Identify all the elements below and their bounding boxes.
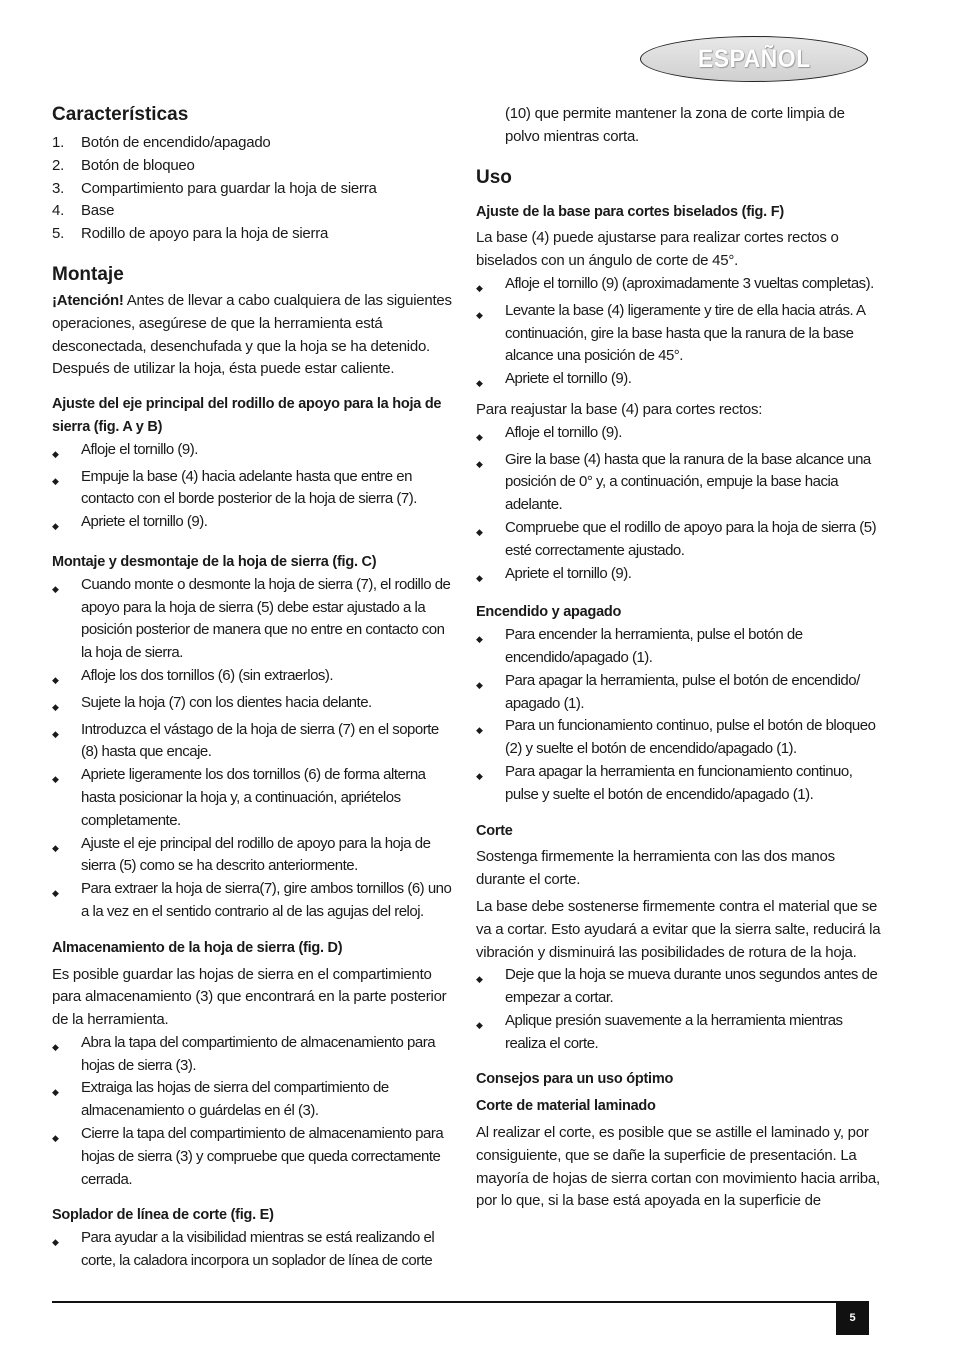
blower-continued: (10) que permite mantener la zona de corte limpia de polvo mientras corta. <box>505 105 845 145</box>
list-item: ◆ Para encender la herramienta, pulse el botón de encendido/apagado (1). <box>476 626 803 666</box>
list-item: ◆ Para apagar la herramienta, pulse el botón de encendido/ apagado (1). <box>476 671 860 712</box>
blade-heading: Montaje y desmontaje de la hoja de sierra (fig. C) <box>52 553 377 570</box>
list-item: ◆ Para apagar la herramienta en funcionamiento continuo, pulse y suelte el botón de encendido/apagado (1). <box>476 762 853 803</box>
list-item: ◆ Sujete la hoja (7) con los dientes hacia delante. <box>52 693 372 712</box>
blade-list <box>52 574 452 924</box>
bevel-paragraph: La base (4) puede ajustarse para realizar cortes rectos o biselados con un ángulo de corte de 45°. <box>476 229 839 270</box>
assembly-heading: Montaje <box>52 263 124 285</box>
cut-paragraph-1: Sostenga firmemente la herramienta con las dos manos durante el corte. <box>476 848 835 889</box>
list-item: 3. Compartimiento para guardar la hoja de sierra <box>52 179 377 197</box>
list-item: ◆ Afloje el tornillo (9) (aproximadamente 3 vueltas completas). <box>476 274 874 293</box>
list-item: ◆ Empuje la base (4) hacia adelante hasta que entre en contacto con el borde posterior de la hoja de sierra (7). <box>52 467 417 508</box>
features-list <box>52 132 452 246</box>
list-item: ◆ Apriete el tornillo (9). <box>52 513 208 532</box>
list-item: ◆ Extraiga las hojas de sierra del compartimiento de almacenamiento o guárdelas en él (3). <box>52 1079 389 1120</box>
list-item: ◆ Levante la base (4) ligeramente y tire de ella hacia atrás. A continuación, gire la base hasta que la ranura de la base alcance una posición de 45°. <box>476 301 865 365</box>
onoff-heading: Encendido y apagado <box>476 604 622 621</box>
laminate-heading: Corte de material laminado <box>476 1098 656 1115</box>
storage-list <box>52 1032 452 1192</box>
list-item: ◆ Apriete ligeramente los dos tornillos (6) de forma alterna hasta posicionar la hoja y, a continuación, apriételos completamente. <box>52 766 426 829</box>
roller-heading: Ajuste del eje principal del rodillo de apoyo para la hoja de sierra (fig. A y B) <box>52 396 442 435</box>
left-column <box>52 100 452 1273</box>
list-item: ◆ Afloje los dos tornillos (6) (sin extraerlos). <box>52 666 334 685</box>
warning-text: Antes de llevar a cabo cualquiera de las siguientes operaciones, asegúrese de que la herramienta está desconectada, desenchufada y que la hoja se ha detenido. Después de utilizar la hoja, ésta puede estar caliente. <box>52 291 452 378</box>
list-item: ◆ Ajuste el eje principal del rodillo de apoyo para la hoja de sierra (5) como se ha descrito anteriormente. <box>52 834 431 875</box>
warning-paragraph <box>52 290 452 381</box>
list-item: ◆ Afloje el tornillo (9). <box>52 440 198 459</box>
storage-heading: Almacenamiento de la hoja de sierra (fig. D) <box>52 939 343 956</box>
list-item: 1. Botón de encendido/apagado <box>52 134 271 151</box>
language-badge-label: ESPAÑOL <box>697 44 811 73</box>
list-item: 2. Botón de bloqueo <box>52 156 195 174</box>
list-item: ◆ Introduzca el vástago de la hoja de sierra (7) en el soporte (8) hasta que encaje. <box>52 720 439 761</box>
cut-paragraph-2: La base debe sostenerse firmemente contra el material que se va a cortar. Esto ayudará a evitar que la sierra salte, reducirá la vibración y disminuirá las posibilidades de rotura de la hoja. <box>476 897 881 961</box>
list-item: ◆ Gire la base (4) hasta que la ranura de la base alcance una posición de 0° y, a continuación, empuje la base hacia adelante. <box>476 450 871 514</box>
list-item: ◆ Abra la tapa del compartimiento de almacenamiento para hojas de sierra (3). <box>52 1033 436 1074</box>
cut-heading: Corte <box>476 822 513 839</box>
blower-heading: Soplador de línea de corte (fig. E) <box>52 1207 274 1224</box>
straight-list <box>476 422 881 590</box>
list-item: ◆ Para extraer la hoja de sierra(7), gire ambos tornillos (6) uno a la vez en el sentido contrario al de las agujas del reloj. <box>52 880 452 920</box>
list-item: 4. Base <box>52 202 115 220</box>
list-item: ◆ Apriete el tornillo (9). <box>476 370 632 389</box>
list-item: ◆ Cuando monte o desmonte la hoja de sierra (7), el rodillo de apoyo para la hoja de sierra (5) debe estar ajustado a la posición posterior de manera que no entre en contacto con la hoja de sierra. <box>52 575 451 662</box>
list-item: ◆ Aplique presión suavemente a la herramienta mientras realiza el corte. <box>476 1011 843 1052</box>
features-heading: Características <box>52 104 189 125</box>
bevel-heading: Ajuste de la base para cortes biselados (fig. F) <box>476 203 784 220</box>
onoff-list <box>476 624 881 806</box>
cut-list <box>476 964 881 1055</box>
list-item: ◆ Para ayudar a la visibilidad mientras se está realizando el corte, la caladora incorpora un soplador de línea de corte <box>52 1229 435 1270</box>
list-item: ◆ Apriete el tornillo (9). <box>476 564 632 583</box>
warning-label: ¡Atención! <box>52 291 124 309</box>
page-number: 5 <box>836 1301 869 1335</box>
list-item: 5. Rodillo de apoyo para la hoja de sierra <box>52 225 329 243</box>
footer-rule <box>52 1301 869 1303</box>
use-heading: Uso <box>476 166 512 188</box>
bevel-list <box>476 273 881 395</box>
storage-paragraph: Es posible guardar las hojas de sierra en el compartimiento para almacenamiento (3) que encontrará en la parte posterior de la herramienta. <box>52 965 447 1029</box>
blower-list <box>52 1227 452 1273</box>
right-column <box>476 103 881 1213</box>
list-item: ◆ Afloje el tornillo (9). <box>476 423 622 442</box>
laminate-paragraph: Al realizar el corte, es posible que se astille el laminado y, por consiguiente, que se dañe la superficie de presentación. La mayoría de hojas de sierra cortan con movimiento hacia arriba, por lo que, si la base está apoyada en la superficie de <box>476 1124 880 1210</box>
list-item: ◆ Deje que la hoja se mueva durante unos segundos antes de empezar a cortar. <box>476 966 878 1007</box>
tips-heading: Consejos para un uso óptimo <box>476 1071 674 1088</box>
list-item: ◆ Compruebe que el rodillo de apoyo para la hoja de sierra (5) esté correctamente ajustado. <box>476 518 877 559</box>
list-item: ◆ Para un funcionamiento continuo, pulse el botón de bloqueo (2) y suelte el botón de encendido/apagado (1). <box>476 717 876 758</box>
roller-list <box>52 439 452 538</box>
language-badge <box>640 36 868 82</box>
list-item: ◆ Cierre la tapa del compartimiento de almacenamiento para hojas de sierra (3) y compruebe que queda correctamente cerrada. <box>52 1125 444 1188</box>
straight-paragraph: Para reajustar la base (4) para cortes rectos: <box>476 400 763 418</box>
